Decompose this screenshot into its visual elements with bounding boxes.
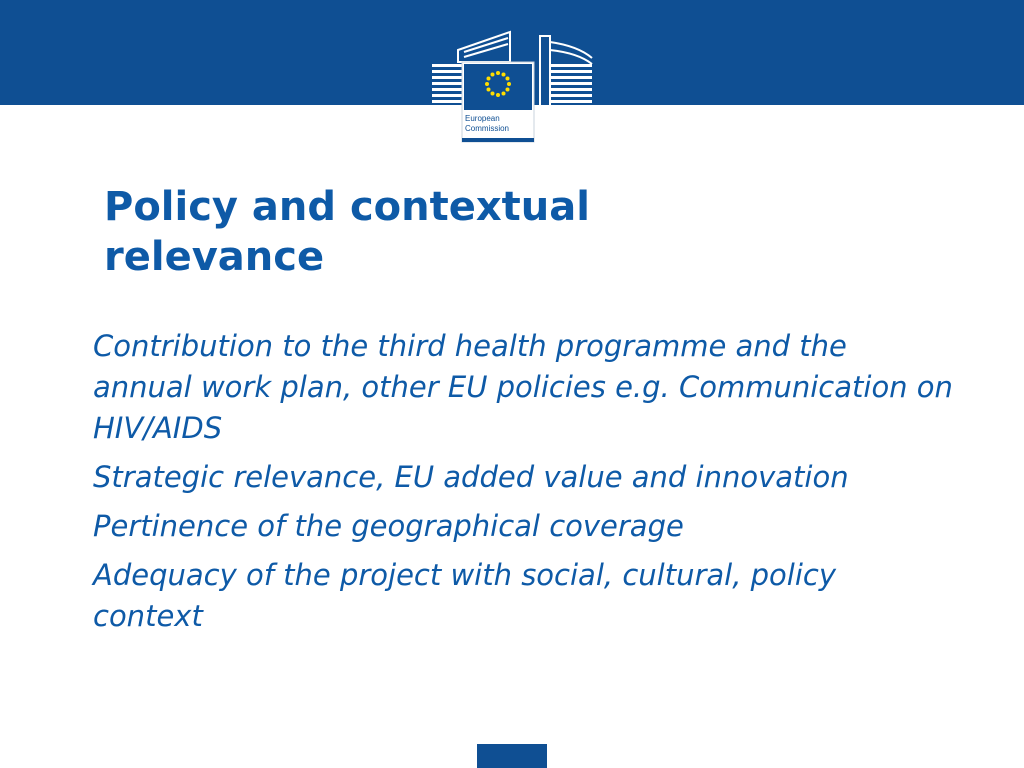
bullet-item: Contribution to the third health programme and the annual work plan, other EU policies e.g. Communication on HIV/AIDS <box>93 329 953 445</box>
bullet-item: Strategic relevance, EU added value and innovation <box>93 460 849 494</box>
logo-text-line2: Commission <box>465 124 510 133</box>
logo-text-line1: European <box>465 114 500 123</box>
building-right-wing <box>540 36 592 110</box>
bullet-list <box>93 326 953 645</box>
slide-title: Policy and contextual relevance <box>104 184 590 280</box>
european-commission-logo <box>428 28 596 144</box>
footer-eu-flag-icon <box>477 744 547 768</box>
bullet-item: Adequacy of the project with social, cultural, policy context <box>93 558 837 633</box>
bullet-item: Pertinence of the geographical coverage <box>93 509 684 543</box>
eu-flag-icon <box>464 64 532 110</box>
